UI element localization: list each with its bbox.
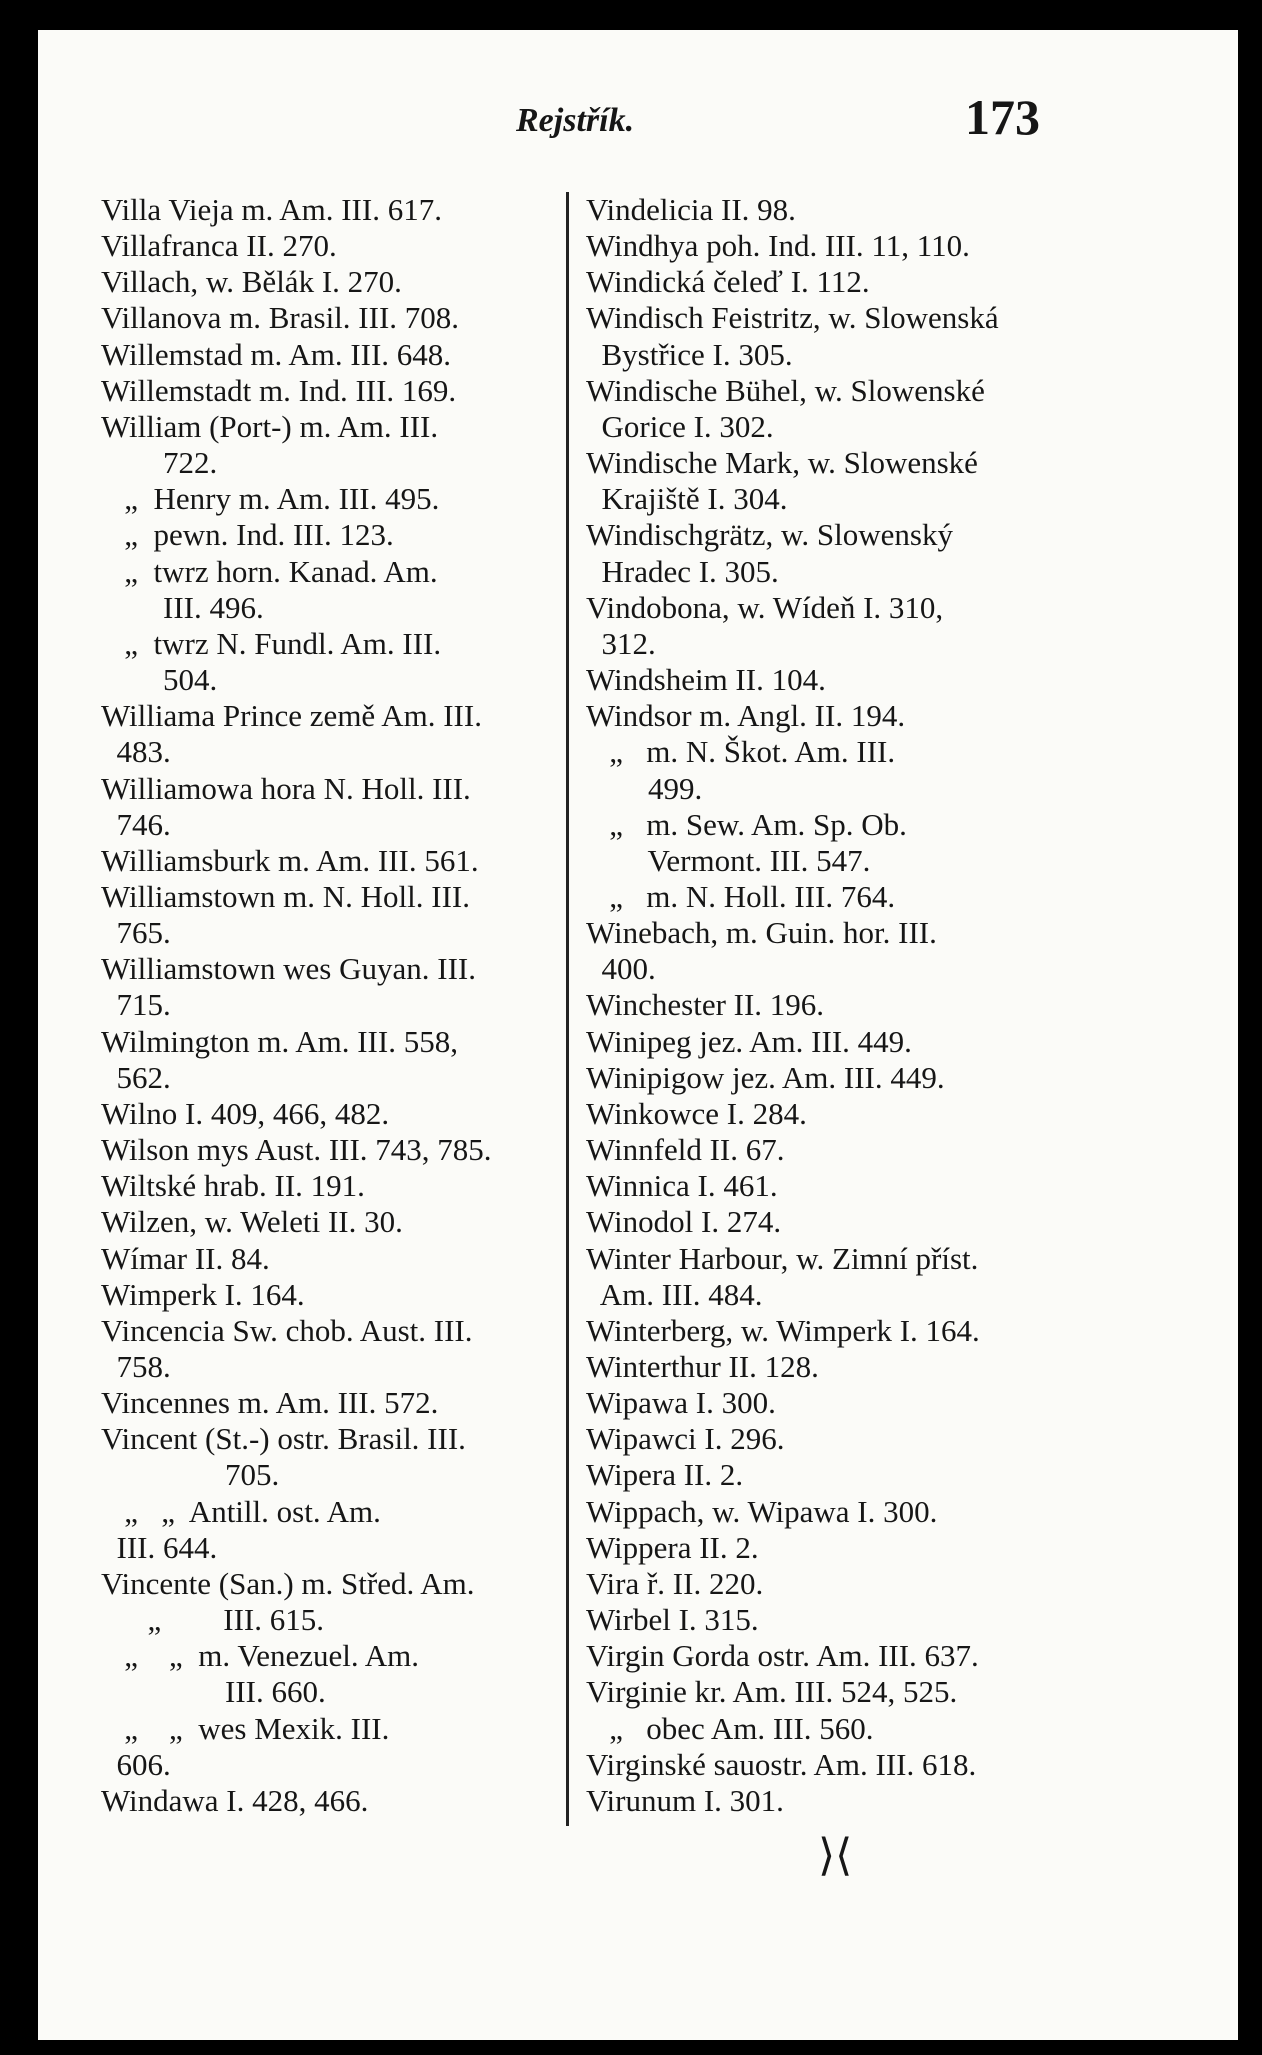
index-entry: Winnfeld II. 67. xyxy=(586,1132,785,1168)
index-entry: „ „ wes Mexik. III. xyxy=(101,1710,390,1746)
index-entry: III. 644. xyxy=(101,1529,218,1565)
index-entry: Winipeg jez. Am. III. 449. xyxy=(586,1023,912,1059)
index-column-left xyxy=(101,192,579,1819)
index-entry: Vindelicia II. 98. xyxy=(586,192,796,227)
index-entry: 562. xyxy=(101,1059,171,1095)
index-entry: Williamstown m. N. Holl. III. xyxy=(101,878,470,914)
index-entry: „ m. N. Škot. Am. III. xyxy=(586,734,896,770)
index-entry: Villa Vieja m. Am. III. 617. xyxy=(101,192,442,227)
index-entry: Winterberg, w. Wimperk I. 164. xyxy=(586,1312,980,1348)
index-entry: Gorice I. 302. xyxy=(586,408,774,444)
index-entry: Williamowa hora N. Holl. III. xyxy=(101,770,471,806)
index-entry: Winodol I. 274. xyxy=(586,1204,782,1240)
index-entry: Willemstadt m. Ind. III. 169. xyxy=(101,372,457,408)
index-entry: Winkowce I. 284. xyxy=(586,1095,807,1131)
index-entry: „ „ m. Venezuel. Am. xyxy=(101,1638,419,1674)
index-entry: William (Port-) m. Am. III. xyxy=(101,408,439,444)
index-entry: Wilno I. 409, 466, 482. xyxy=(101,1095,390,1131)
index-entry: Windsheim II. 104. xyxy=(586,662,826,698)
index-entry: Windhya poh. Ind. III. 11, 110. xyxy=(586,228,970,264)
index-entry: „ m. Sew. Am. Sp. Ob. xyxy=(586,806,907,842)
index-entry: Vincencia Sw. chob. Aust. III. xyxy=(101,1312,473,1348)
index-entry: Wímar II. 84. xyxy=(101,1240,270,1276)
index-entry: 715. xyxy=(101,987,171,1023)
index-entry: „ obec Am. III. 560. xyxy=(586,1710,874,1746)
index-entry: Vincent (St.-) ostr. Brasil. III. xyxy=(101,1421,466,1457)
index-entry: Villafranca II. 270. xyxy=(101,228,337,264)
index-entry: Williamsburk m. Am. III. 561. xyxy=(101,842,479,878)
index-entry: Vindobona, w. Wídeň I. 310, xyxy=(586,589,944,625)
index-entry: Winebach, m. Guin. hor. III. xyxy=(586,915,937,951)
index-entry: Wipawa I. 300. xyxy=(586,1385,776,1421)
index-entry: Wiltské hrab. II. 191. xyxy=(101,1168,365,1204)
index-entry: Windischgrätz, w. Slowenský xyxy=(586,517,953,553)
index-entry: III. 496. xyxy=(101,589,264,625)
index-entry: Williama Prince země Am. III. xyxy=(101,698,482,734)
index-entry: 758. xyxy=(101,1349,171,1384)
index-entry: „ pewn. Ind. III. 123. xyxy=(101,517,394,553)
index-entry: Windsor m. Angl. II. 194. xyxy=(586,698,906,734)
index-entry: „ m. N. Holl. III. 764. xyxy=(586,878,896,914)
index-entry: Vira ř. II. 220. xyxy=(586,1565,764,1601)
index-entry: „ twrz horn. Kanad. Am. xyxy=(101,553,438,589)
index-entry: Winter Harbour, w. Zimní příst. xyxy=(586,1240,979,1276)
index-entry: Wilmington m. Am. III. 558, xyxy=(101,1023,458,1059)
index-entry: Virgin Gorda ostr. Am. III. 637. xyxy=(586,1638,979,1674)
index-entry: Wipera II. 2. xyxy=(586,1457,744,1493)
index-entry: Wilson mys Aust. III. 743, 785. xyxy=(101,1132,492,1168)
index-entry: Krajiště I. 304. xyxy=(586,481,788,517)
index-entry: Wipawci I. 296. xyxy=(586,1421,785,1457)
index-entry: Villanova m. Brasil. III. 708. xyxy=(101,300,460,336)
index-entry: Wilzen, w. Weleti II. 30. xyxy=(101,1204,403,1240)
running-head: Rejstřík. xyxy=(516,102,635,139)
index-entry: Am. III. 484. xyxy=(586,1276,763,1312)
index-entry: Vincennes m. Am. III. 572. xyxy=(101,1385,439,1421)
index-entry: Windická čeleď I. 112. xyxy=(586,264,870,300)
index-entry: Vermont. III. 547. xyxy=(586,842,871,878)
index-entry: „ III. 615. xyxy=(101,1602,324,1638)
index-entry: 746. xyxy=(101,806,171,842)
index-entry: Williamstown wes Guyan. III. xyxy=(101,951,476,987)
index-entry: Wippach, w. Wipawa I. 300. xyxy=(586,1493,938,1529)
index-entry: 765. xyxy=(101,915,171,951)
index-entry: 312. xyxy=(586,625,656,661)
index-entry: Windisch Feistritz, w. Slowenská xyxy=(586,300,999,336)
index-entry: Villach, w. Bělák I. 270. xyxy=(101,264,402,300)
index-entry: Windawa I. 428, 466. xyxy=(101,1782,369,1818)
index-entry: Winipigow jez. Am. III. 449. xyxy=(586,1059,945,1095)
column-divider xyxy=(566,192,569,1826)
index-entry: Vincente (San.) m. Střed. Am. xyxy=(101,1565,475,1601)
index-entry: Virginie kr. Am. III. 524, 525. xyxy=(586,1674,958,1710)
index-entry: Winnica I. 461. xyxy=(586,1168,778,1204)
page-number: 173 xyxy=(965,89,1040,145)
index-entry: 606. xyxy=(101,1746,171,1782)
index-entry: Windische Bühel, w. Slowenské xyxy=(586,372,985,408)
index-entry: Wimperk I. 164. xyxy=(101,1276,305,1312)
index-entry: Wirbel I. 315. xyxy=(586,1602,759,1638)
index-entry: 722. xyxy=(101,445,218,481)
index-entry: „ Henry m. Am. III. 495. xyxy=(101,481,440,517)
index-entry: III. 660. xyxy=(101,1674,326,1710)
index-entry: 483. xyxy=(101,734,171,770)
index-entry: Bystřice I. 305. xyxy=(586,336,793,372)
index-entry: Virunum I. 301. xyxy=(586,1782,784,1818)
index-entry: „ twrz N. Fundl. Am. III. xyxy=(101,625,442,661)
index-entry: Hradec I. 305. xyxy=(586,553,779,589)
index-entry: Winterthur II. 128. xyxy=(586,1349,819,1384)
index-entry: 705. xyxy=(101,1457,280,1493)
index-entry: 400. xyxy=(586,951,656,987)
index-entry: Willemstad m. Am. III. 648. xyxy=(101,336,452,372)
book-page xyxy=(38,30,1238,2040)
index-entry: „ „ Antill. ost. Am. xyxy=(101,1493,381,1529)
index-entry: Winchester II. 196. xyxy=(586,987,825,1023)
index-entry: 504. xyxy=(101,662,218,698)
index-entry: 499. xyxy=(586,770,703,806)
index-column-right xyxy=(586,192,1096,1819)
index-entry: Wippera II. 2. xyxy=(586,1529,759,1565)
end-ornament: ⟩⟨ xyxy=(818,1831,853,1880)
index-entry: Virginské sauostr. Am. III. 618. xyxy=(586,1746,977,1782)
index-entry: Windische Mark, w. Slowenské xyxy=(586,445,978,481)
